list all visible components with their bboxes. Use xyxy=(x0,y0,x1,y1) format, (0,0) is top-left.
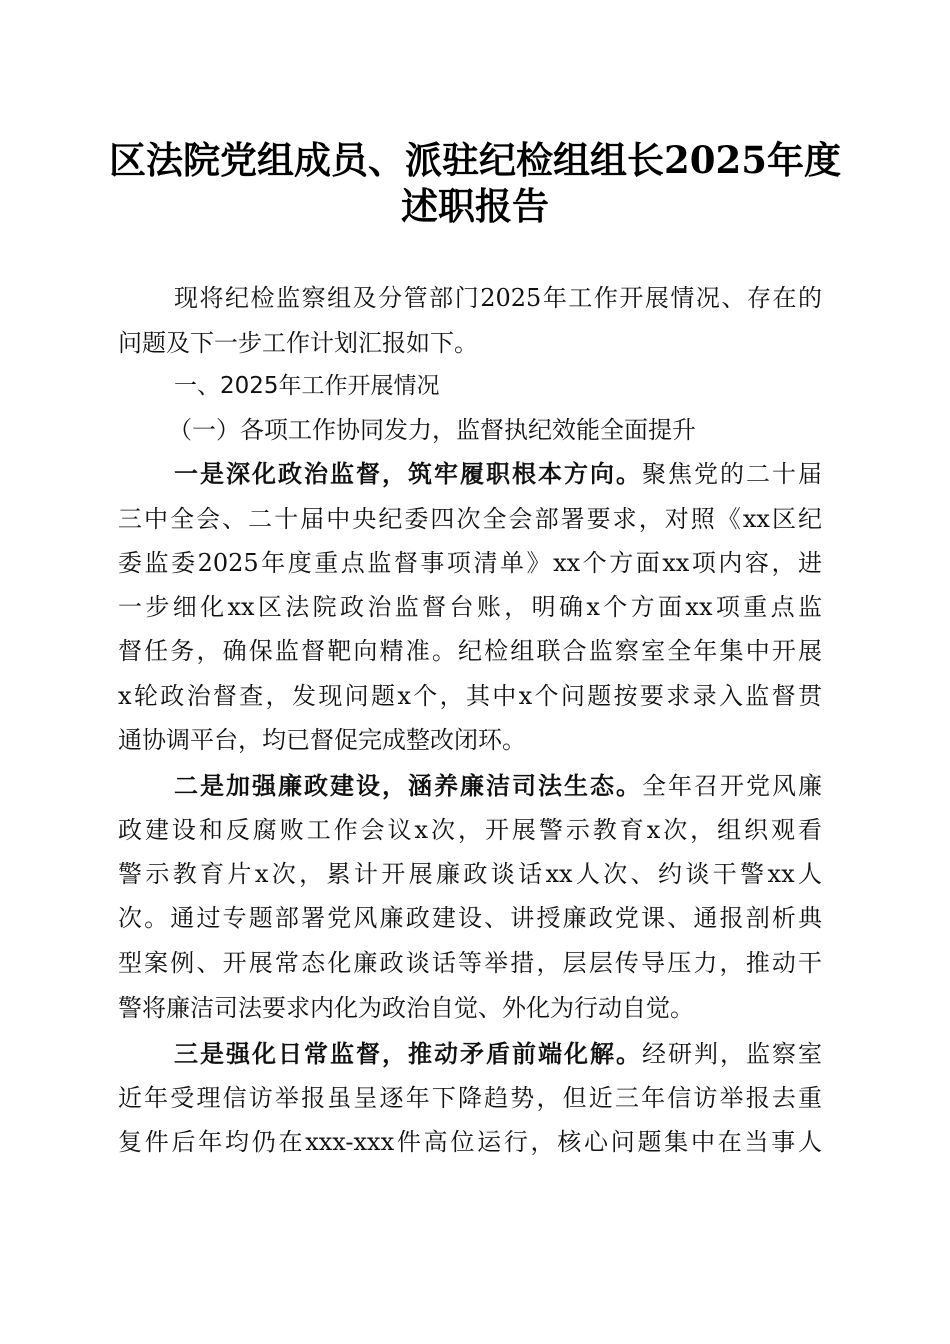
paragraph-line: 复件后年均仍在xxx-xxx件高位运行，核心问题集中在当事人 xyxy=(118,1128,822,1156)
paragraph-text: 聚焦党的二十届 xyxy=(642,460,822,488)
paragraph-text: 全年召开党风廉 xyxy=(642,772,822,800)
paragraph-line: 三中全会、二十届中央纪委四次全会部署要求，对照《xx区纪 xyxy=(118,505,822,533)
subsection-heading: （一）各项工作协同发力，监督执纪效能全面提升 xyxy=(168,416,696,444)
paragraph-text: 经研判，监察室 xyxy=(642,1040,822,1068)
paragraph-line: 近年受理信访举报虽呈逐年下降趋势，但近三年信访举报去重 xyxy=(118,1084,822,1112)
intro-line: 现将纪检监察组及分管部门2025年工作开展情况、存在的 xyxy=(174,284,822,312)
paragraph-line: 警示教育片x次，累计开展廉政谈话xx人次、约谈干警xx人 xyxy=(118,860,822,888)
paragraph-line: 次。通过专题部署党风廉政建设、讲授廉政党课、通报剖析典 xyxy=(118,904,822,932)
paragraph-line xyxy=(174,459,822,489)
paragraph-line xyxy=(174,1039,822,1069)
paragraph-lead: 三是强化日常监督，推动矛盾前端化解。 xyxy=(174,1039,642,1068)
paragraph-line: 督任务，确保监督靶向精准。纪检组联合监察室全年集中开展 xyxy=(118,637,822,665)
paragraph-line: 型案例、开展常态化廉政谈话等举措，层层传导压力，推动干 xyxy=(118,949,822,977)
paragraph-line: 警将廉洁司法要求内化为政治自觉、外化为行动自觉。 xyxy=(118,994,694,1022)
paragraph-lead: 一是深化政治监督，筑牢履职根本方向。 xyxy=(174,459,642,488)
document-title-line-2: 述职报告 xyxy=(401,184,549,228)
paragraph-line: x轮政治督查，发现问题x个，其中x个问题按要求录入监督贯 xyxy=(118,682,822,710)
paragraph-lead: 二是加强廉政建设，涵养廉洁司法生态。 xyxy=(174,771,642,800)
paragraph-line xyxy=(174,771,822,801)
document-title-line-1: 区法院党组成员、派驻纪检组组长2025年度 xyxy=(109,138,841,182)
paragraph-line: 政建设和反腐败工作会议x次，开展警示教育x次，组织观看 xyxy=(118,816,822,844)
paragraph-line: 通协调平台，均已督促完成整改闭环。 xyxy=(118,726,526,754)
section-heading: 一、2025年工作开展情况 xyxy=(174,373,440,399)
intro-line: 问题及下一步工作计划汇报如下。 xyxy=(118,329,478,357)
paragraph-line: 委监委2025年度重点监督事项清单》xx个方面xx项内容，进 xyxy=(118,549,822,577)
paragraph-line: 一步细化xx区法院政治监督台账，明确x个方面xx项重点监 xyxy=(118,593,822,621)
